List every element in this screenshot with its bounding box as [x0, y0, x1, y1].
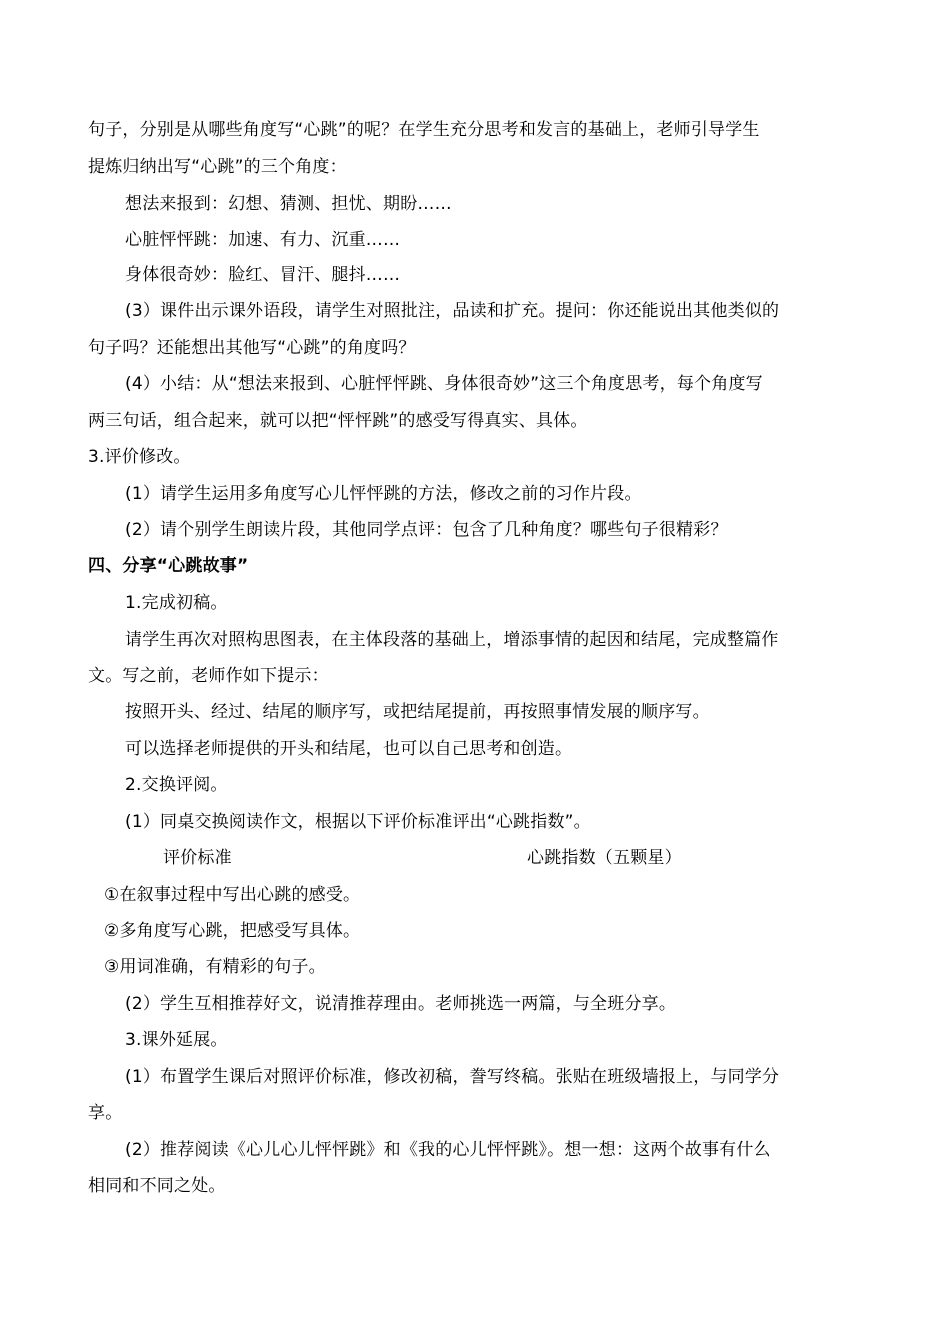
paragraph-line: 提炼归纳出写“心跳”的三个角度：: [88, 157, 347, 177]
angle-item: 想法来报到：幻想、猜测、担忧、期盼……: [125, 194, 452, 214]
list-item: (1）同桌交换阅读作文，根据以下评价标准评出“心跳指数”。: [125, 812, 591, 832]
table-header-index: 心跳指数（五颗星）: [527, 848, 682, 868]
section-heading: 四、分享“心跳故事”: [88, 556, 249, 576]
list-item: (1）请学生运用多角度写心儿怦怦跳的方法，修改之前的习作片段。: [125, 484, 642, 504]
tip-item: 可以选择老师提供的开头和结尾，也可以自己思考和创造。: [125, 739, 573, 759]
tip-item: 按照开头、经过、结尾的顺序写，或把结尾提前，再按照事情发展的顺序写。: [125, 702, 710, 722]
subsection-title: 1.完成初稿。: [125, 593, 228, 613]
paragraph-line: 文。写之前，老师作如下提示：: [88, 666, 329, 686]
table-row: ③用词准确，有精彩的句子。: [104, 957, 326, 977]
paragraph-line: 两三句话，组合起来，就可以把“怦怦跳”的感受写得真实、具体。: [88, 411, 588, 431]
paragraph-line: 相同和不同之处。: [88, 1176, 226, 1196]
angle-item: 心脏怦怦跳：加速、有力、沉重……: [125, 230, 401, 250]
table-row: ②多角度写心跳，把感受写具体。: [104, 921, 361, 941]
paragraph-line: 句子，分别是从哪些角度写“心跳”的呢？在学生充分思考和发言的基础上，老师引导学生: [88, 120, 760, 140]
table-row: ①在叙事过程中写出心跳的感受。: [104, 885, 361, 905]
subsection-title: 3.评价修改。: [88, 447, 191, 467]
paragraph-line: 句子吗？还能想出其他写“心跳”的角度吗？: [88, 338, 416, 358]
subsection-title: 2.交换评阅。: [125, 775, 228, 795]
list-item: (2）请个别学生朗读片段，其他同学点评：包含了几种角度？哪些句子很精彩？: [125, 520, 728, 540]
angle-item: 身体很奇妙：脸红、冒汗、腿抖……: [125, 265, 401, 285]
paragraph-line: (4）小结：从“想法来报到、心脏怦怦跳、身体很奇妙”这三个角度思考，每个角度写: [125, 374, 763, 394]
table-header-criteria: 评价标准: [163, 848, 232, 868]
subsection-title: 3.课外延展。: [125, 1030, 228, 1050]
paragraph-line: 请学生再次对照构思图表，在主体段落的基础上，增添事情的起因和结尾，完成整篇作: [125, 630, 779, 650]
list-item: (2）学生互相推荐好文，说清推荐理由。老师挑选一两篇，与全班分享。: [125, 994, 677, 1014]
paragraph-line: 享。: [88, 1103, 123, 1123]
list-item: (2）推荐阅读《心儿心儿怦怦跳》和《我的心儿怦怦跳》。想一想：这两个故事有什么: [125, 1140, 771, 1160]
paragraph-line: (3）课件出示课外语段，请学生对照批注，品读和扩充。提问：你还能说出其他类似的: [125, 301, 780, 321]
list-item: (1）布置学生课后对照评价标准，修改初稿，誊写终稿。张贴在班级墙报上，与同学分: [125, 1067, 780, 1087]
